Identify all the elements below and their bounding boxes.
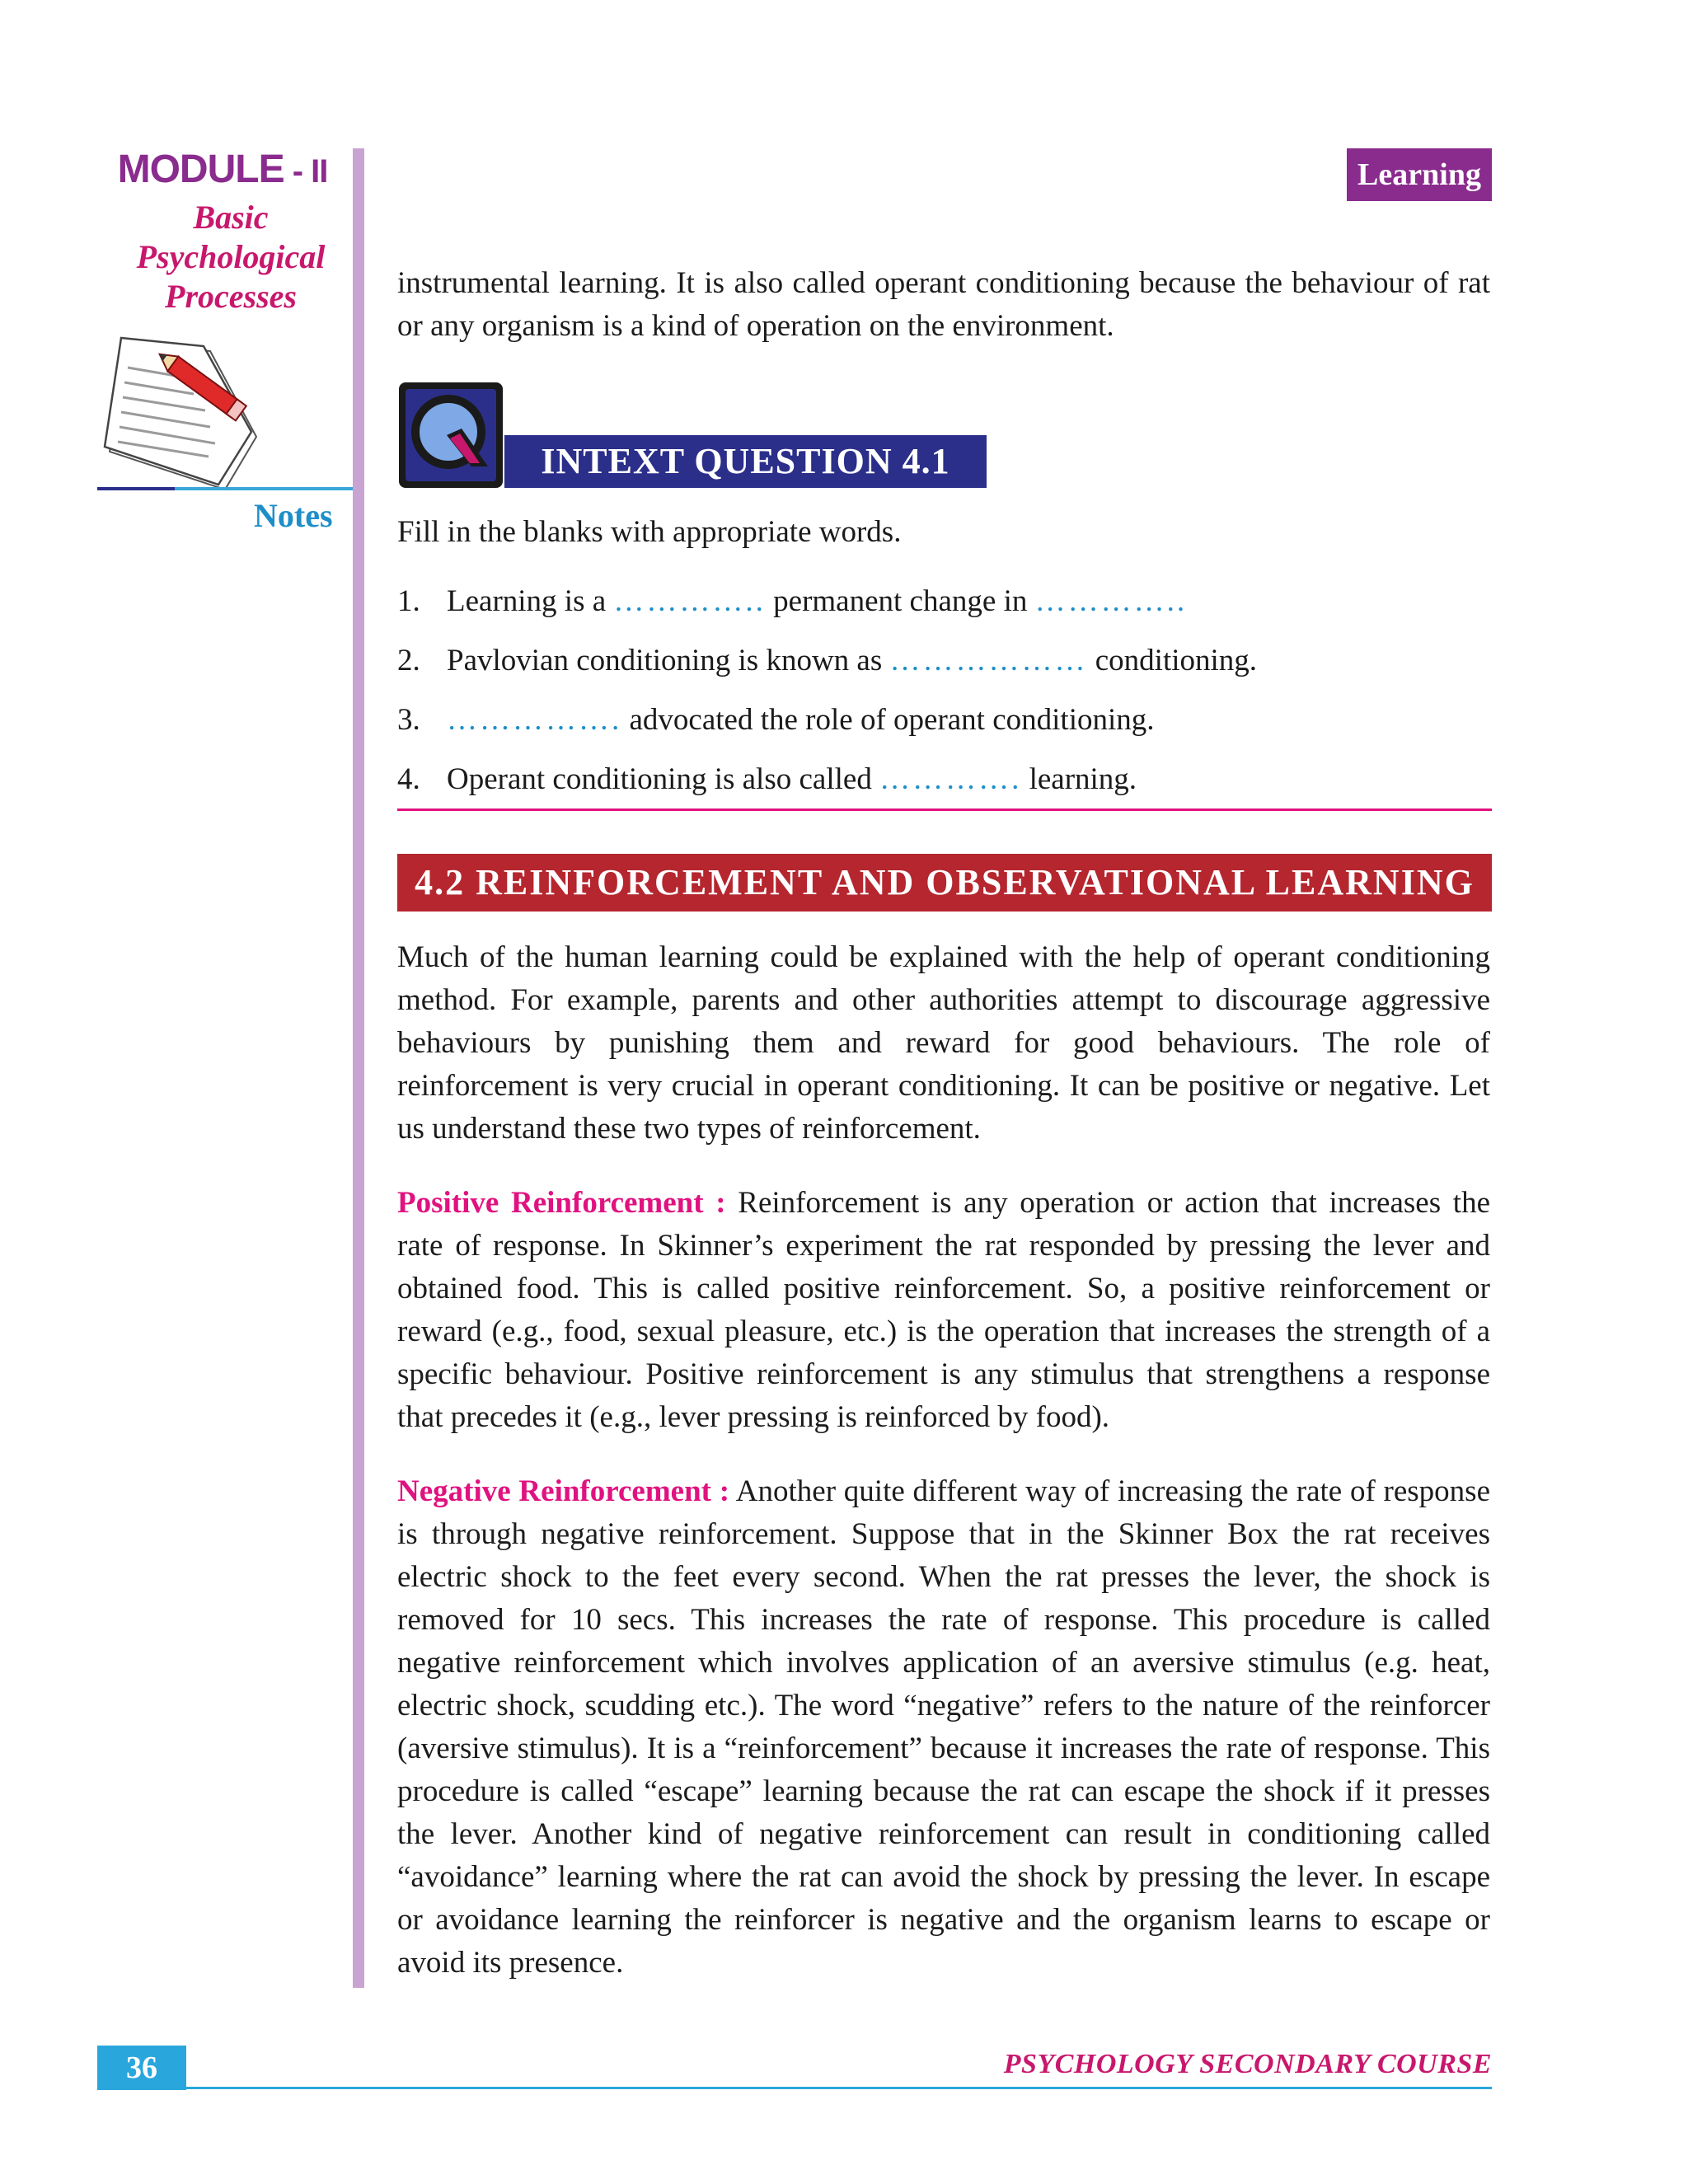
question-list — [397, 572, 1490, 809]
item-text: Pavlovian conditioning is known as — [447, 644, 883, 677]
item-text: conditioning. — [1095, 644, 1258, 677]
positive-reinforcement-paragraph — [397, 1182, 1490, 1439]
module-separator: - — [284, 153, 312, 190]
item-text: learning. — [1029, 762, 1137, 796]
module-title — [99, 147, 346, 192]
notes-label: Notes — [254, 497, 333, 534]
blank: ………….. — [613, 584, 766, 618]
section-heading: 4.2 REINFORCEMENT AND OBSERVATIONAL LEARNING — [397, 854, 1492, 912]
intro-paragraph: instrumental learning. It is also called operant conditioning because the behaviour of rat or any organism is a kind of operation on the environment. — [397, 266, 1490, 343]
notes-pencil-icon — [95, 328, 260, 493]
positive-reinforcement-text: Reinforcement is any operation or action that increases the rate of response. In Skinner’s experiment the rat responded by pressing the lever and obtained food. This is called positive reinforcement. So, a positive reinforcement or reward (e.g., food, sexual pleasure, etc.) is the operation that increases the strength of a specific behaviour. Positive reinforcement is any stimulus that strengthens a response that precedes it (e.g., lever pressing is reinforced by food). — [397, 1186, 1490, 1434]
course-title: PSYCHOLOGY SECONDARY COURSE — [1003, 2049, 1492, 2079]
notes-rule — [97, 487, 175, 490]
section-intro-paragraph: Much of the human learning could be explained with the help of operant conditioning method. For example, parents and other authorities attempt to discourage aggressive behaviours by punishing them and reward for good behaviours. The role of reinforcement is very crucial in operant conditioning. It can be positive or negative. Let us understand these two types of reinforcement. — [397, 940, 1490, 1146]
margin-divider — [353, 148, 364, 1988]
page-number: 36 — [97, 2046, 186, 2090]
list-item — [397, 750, 1490, 809]
footer-rule — [186, 2087, 1492, 2089]
item-number: 3. — [397, 703, 420, 737]
blank: …………. — [879, 762, 1022, 796]
module-subtitle-line: Processes — [165, 278, 297, 315]
question-q-icon — [397, 381, 504, 490]
item-text: permanent change in — [773, 584, 1028, 618]
negative-reinforcement-text: Another quite different way of increasing the rate of response is through negative reinforcement. Suppose that in the Skinner Box the rat receives electric shock to the feet every second. When the rat presses the lever, the shock is removed for 10 secs. This increases the rate of response. This procedure is called negative reinforcement which involves application of an aversive stimulus (e.g. heat, electric shock, scudding etc.). The word “negative” refers to the nature of the reinforcer (aversive stimulus). It is a “reinforcement” because it increases the rate of response. This procedure is called “escape” learning because the rat can escape the shock if it presses the lever. Another kind of negative reinforcement can result in conditioning called “avoidance” learning where the rat can avoid the shock by pressing the lever. In escape or avoidance learning the reinforcer is negative and the organism learns to escape or avoid its presence. — [397, 1474, 1490, 1980]
positive-reinforcement-term: Positive Reinforcement : — [397, 1186, 726, 1220]
list-item — [397, 691, 1490, 750]
item-number: 2. — [397, 644, 420, 677]
negative-reinforcement-paragraph — [397, 1470, 1490, 1985]
question-instruction: Fill in the blanks with appropriate words. — [397, 515, 902, 549]
module-subtitle-line: Basic — [193, 199, 269, 236]
module-word: MODULE — [117, 148, 284, 191]
notes-rule — [175, 487, 354, 490]
intext-question-title: INTEXT QUESTION 4.1 — [504, 435, 987, 488]
list-item — [397, 631, 1490, 691]
section-divider — [397, 808, 1492, 811]
list-item — [397, 572, 1490, 631]
blank: ……………. — [447, 703, 622, 737]
item-text: Learning is a — [447, 584, 607, 618]
module-subtitle — [99, 198, 363, 316]
module-number: II — [311, 153, 328, 190]
item-number: 1. — [397, 584, 420, 618]
blank: ……………… — [889, 644, 1088, 677]
item-text: Operant conditioning is also called — [447, 762, 872, 796]
chapter-tag: Learning — [1347, 148, 1492, 201]
negative-reinforcement-term: Negative Reinforcement : — [397, 1474, 730, 1508]
item-text: advocated the role of operant conditioning. — [629, 703, 1155, 737]
blank: ………….. — [1034, 584, 1188, 618]
item-number: 4. — [397, 762, 420, 796]
module-subtitle-line: Psychological — [136, 238, 326, 275]
